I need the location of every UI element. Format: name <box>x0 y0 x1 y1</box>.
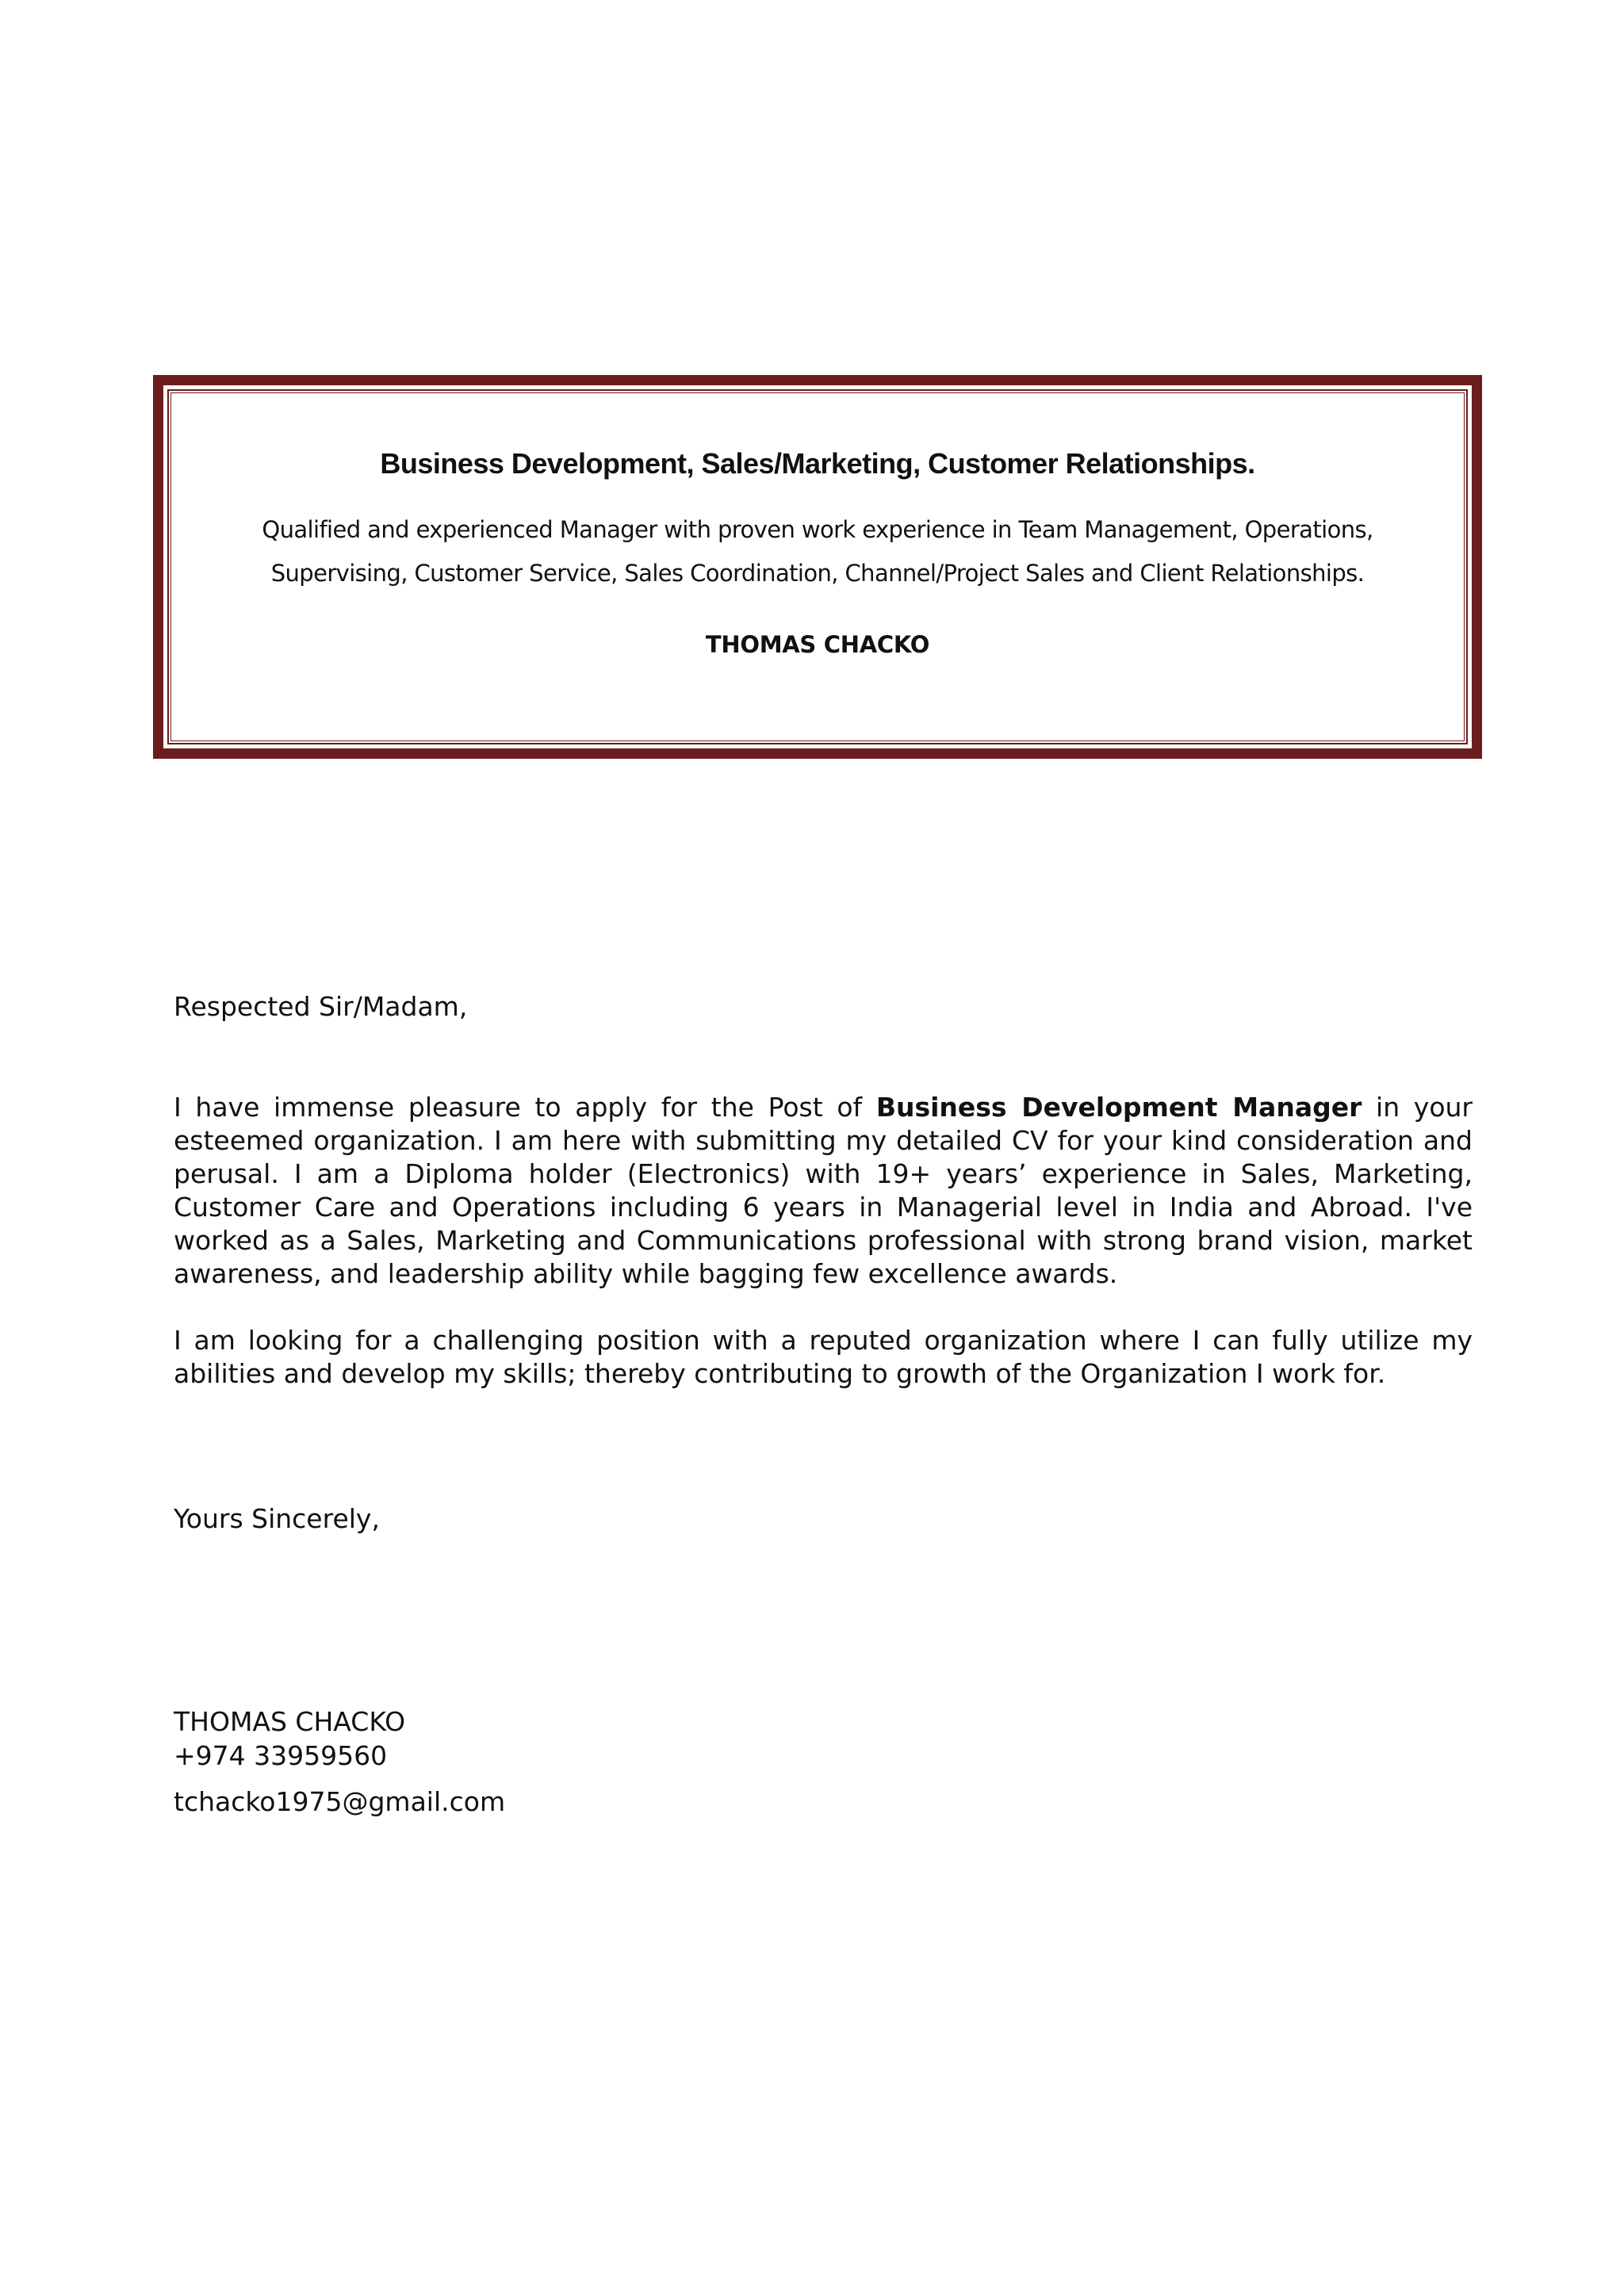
header-title: Business Development, Sales/Marketing, Customer Relationships. <box>380 447 1255 480</box>
closing: Yours Sincerely, <box>174 1503 380 1534</box>
paragraph-intro-start: I have immense pleasure to apply for the Post of <box>174 1092 876 1123</box>
signature-phone: +974 33959560 <box>174 1740 388 1771</box>
signature-block <box>174 1705 1473 1773</box>
paragraph-intro-rest: in your esteemed organization. I am here with submitting my detailed CV for your kind consideration and perusal. I am a Diploma holder (Electronics) with 19+ years’ experience in Sales, Marketing, Customer Care and Operations including 6 years in Managerial level in India and Abroad. I've worked as a Sales, Marketing and Communications professional with strong brand vision, market awareness, and leadership ability while bagging few excellence awards. <box>174 1092 1473 1289</box>
header-frame-inner <box>163 385 1472 748</box>
paragraph-intro <box>174 1091 1473 1291</box>
salutation: Respected Sir/Madam, <box>174 991 468 1022</box>
header-summary-line-1: Qualified and experienced Manager with proven work experience in Team Management, Operations, <box>262 516 1373 543</box>
header-name: THOMAS CHACKO <box>705 631 930 658</box>
signature-name: THOMAS CHACKO <box>174 1706 406 1737</box>
header-summary-line-2: Supervising, Customer Service, Sales Coordination, Channel/Project Sales and Client Relationships. <box>270 560 1365 587</box>
header-summary <box>195 508 1440 595</box>
position-title: Business Development Manager <box>875 1092 1362 1123</box>
paragraph-objective: I am looking for a challenging position with a reputed organization where I can fully utilize my abilities and develop my skills; thereby contributing to growth of the Organization I work for. <box>174 1325 1473 1389</box>
header-frame <box>153 375 1482 759</box>
signature-email: tchacko1975@gmail.com <box>174 1786 506 1817</box>
